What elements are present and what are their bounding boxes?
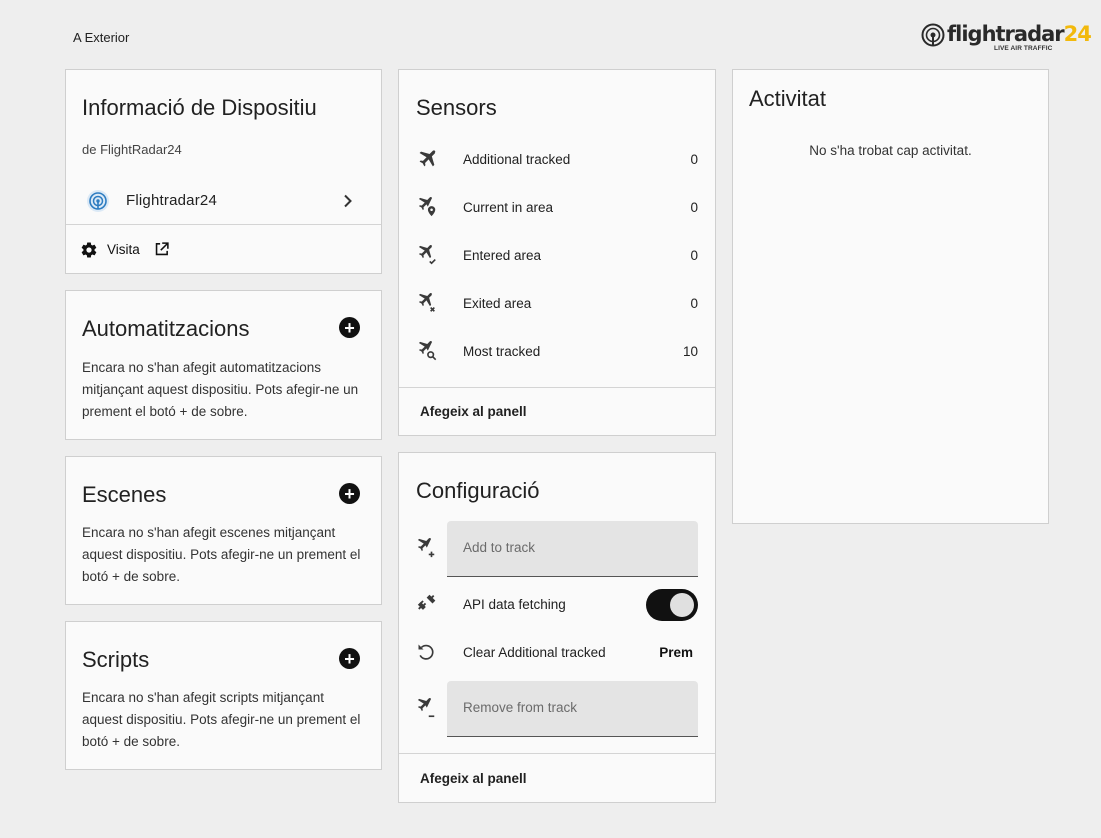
scenes-title: Escenes: [82, 482, 167, 507]
chevron-right-icon: [341, 194, 355, 208]
api-fetching-toggle[interactable]: [646, 589, 698, 621]
gear-icon: [80, 241, 98, 259]
activity-card: [732, 69, 1049, 524]
open-external-icon: [153, 241, 170, 258]
device-info-title: Informació de Dispositiu: [82, 95, 317, 120]
sensor-value: 0: [690, 151, 698, 167]
sensor-label: Most tracked: [463, 343, 541, 359]
manufacturer-text: de FlightRadar24: [82, 142, 182, 157]
toggle-knob: [670, 593, 694, 617]
scenes-empty-text: Encara no s'han afegit escenes mitjançant aquest dispositiu. Pots afegir-ne un prement el botó + de sobre.: [82, 525, 361, 584]
activity-empty-text: No s'ha trobat cap activitat.: [809, 143, 972, 158]
sensor-value: 0: [690, 247, 698, 263]
airplane-check-icon: [415, 243, 439, 267]
airplane-remove-icon: [415, 291, 439, 315]
airplane-minus-icon: [415, 697, 437, 724]
api-icon: [415, 593, 437, 620]
airplane-marker-icon: [415, 195, 439, 219]
sensor-row-most-tracked[interactable]: [399, 327, 715, 375]
remove-from-track-input[interactable]: [463, 700, 683, 715]
clear-press-button[interactable]: Prem: [659, 645, 693, 660]
airplane-icon: [415, 147, 439, 171]
sensor-value: 0: [690, 199, 698, 215]
automations-card: [65, 290, 382, 440]
sensors-add-to-dashboard-button[interactable]: Afegeix al panell: [420, 404, 527, 419]
integration-label: Flightradar24: [126, 192, 217, 209]
divider: [66, 224, 381, 225]
sensor-row-current-in-area[interactable]: [399, 183, 715, 231]
sensor-label: Current in area: [463, 199, 554, 215]
add-to-track-field[interactable]: [447, 521, 698, 577]
automations-title: Automatitzacions: [82, 316, 250, 341]
device-info-card: [65, 69, 382, 274]
api-fetching-label: API data fetching: [463, 597, 566, 612]
sensor-value: 10: [682, 343, 698, 359]
sensor-row-entered-area[interactable]: [399, 231, 715, 279]
flightradar24-integration-icon: [86, 189, 110, 213]
configuration-add-to-dashboard-button[interactable]: Afegeix al panell: [420, 771, 527, 786]
clear-additional-label: Clear Additional tracked: [463, 645, 606, 660]
restore-icon: [416, 642, 436, 667]
add-to-track-input[interactable]: [463, 540, 683, 555]
add-scene-button[interactable]: +: [339, 483, 360, 504]
sensor-row-exited-area[interactable]: [399, 279, 715, 327]
activity-title: Activitat: [749, 86, 827, 111]
sensors-card: [398, 69, 716, 436]
sensors-title: Sensors: [416, 95, 497, 120]
airplane-search-icon: [415, 339, 439, 363]
scenes-card: [65, 456, 382, 605]
flightradar24-logo: flightradar24 LIVE AIR TRAFFIC: [921, 22, 1053, 54]
sensor-value: 0: [690, 295, 698, 311]
divider: [399, 387, 715, 388]
automations-empty-text: Encara no s'han afegit automatitzacions mitjançant aquest dispositiu. Pots afegir-ne un prement el botó + de sobre.: [82, 360, 359, 419]
sensor-row-additional-tracked[interactable]: [399, 135, 715, 183]
add-automation-button[interactable]: +: [339, 317, 360, 338]
configuration-title: Configuració: [416, 478, 540, 503]
add-script-button[interactable]: +: [339, 648, 360, 669]
sensor-label: Exited area: [463, 295, 532, 311]
visit-button[interactable]: [80, 240, 190, 260]
scripts-card: [65, 621, 382, 770]
sensor-label: Entered area: [463, 247, 542, 263]
breadcrumb-area[interactable]: A Exterior: [73, 30, 130, 45]
divider: [399, 753, 715, 754]
visit-label: Visita: [107, 242, 140, 257]
airplane-plus-icon: [415, 537, 437, 564]
radar-icon: [921, 23, 945, 47]
configuration-card: [398, 452, 716, 803]
integration-link[interactable]: [66, 178, 381, 224]
scripts-empty-text: Encara no s'han afegit scripts mitjançant aquest dispositiu. Pots afegir-ne un prement el botó + de sobre.: [82, 690, 361, 749]
remove-from-track-field[interactable]: [447, 681, 698, 737]
sensor-label: Additional tracked: [463, 151, 571, 167]
scripts-title: Scripts: [82, 647, 150, 672]
